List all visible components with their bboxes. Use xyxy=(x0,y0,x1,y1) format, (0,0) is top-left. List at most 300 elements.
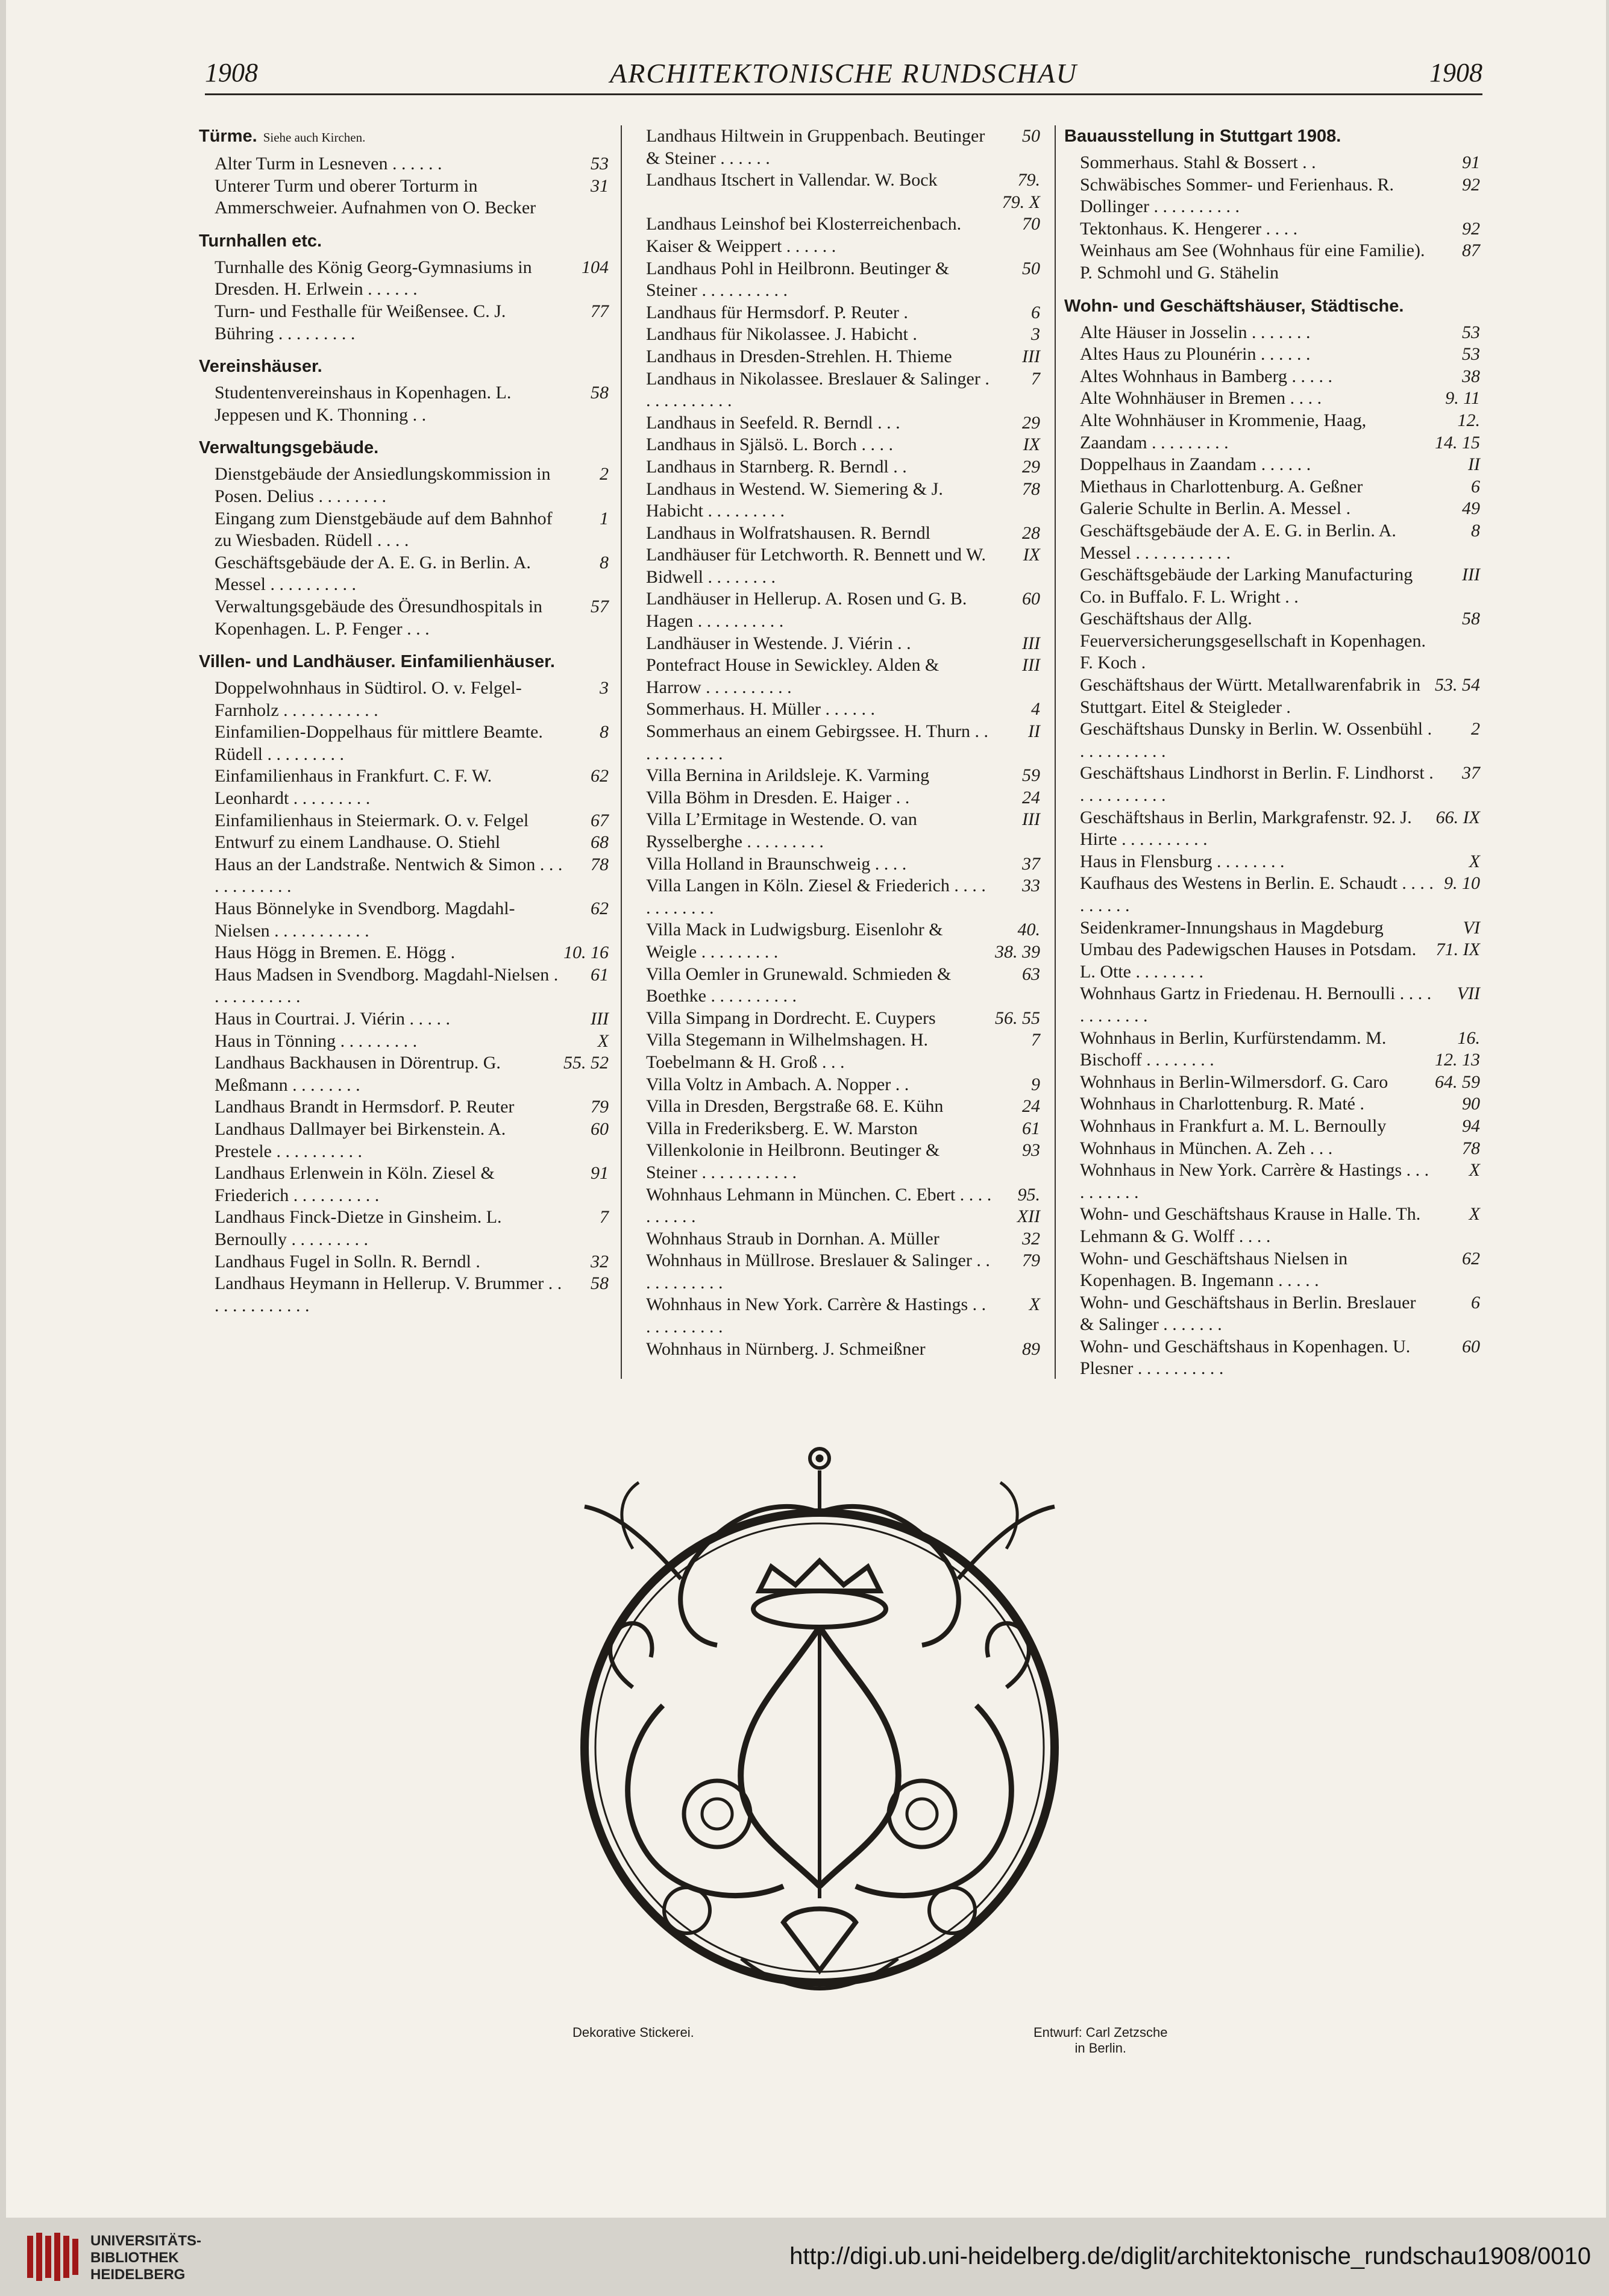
entry-page-number: 58 xyxy=(591,383,609,403)
entry-title: Wohnhaus Straub in Dornhan. A. Müller xyxy=(646,1228,939,1249)
index-entry xyxy=(199,596,609,640)
index-entry xyxy=(630,654,1040,698)
index-entry xyxy=(199,964,609,1008)
entry-title: Sommerhaus. H. Müller . . . . . . xyxy=(646,699,875,720)
entry-title: Landhaus in Seefeld. R. Berndl . . . xyxy=(646,412,900,433)
entry-page-number: 62 xyxy=(591,766,609,786)
entry-title: Turn- und Festhalle für Weißensee. C. J. Bühring . . . . . . . . . xyxy=(215,301,506,343)
index-entry xyxy=(1064,1027,1480,1071)
entry-title: Kaufhaus des Westens in Berlin. E. Schaudt . . . . . . . . . . xyxy=(1080,873,1434,915)
entry-page-number: 33 xyxy=(1022,876,1040,896)
index-entry xyxy=(1064,410,1480,454)
index-entry xyxy=(199,854,609,898)
index-entry xyxy=(1064,387,1480,410)
entry-page-number: III xyxy=(1022,346,1040,366)
entry-page-number: 61 xyxy=(591,964,609,985)
index-entry xyxy=(1064,454,1480,476)
index-entry xyxy=(630,1008,1040,1030)
index-entry xyxy=(199,810,609,832)
index-entry xyxy=(199,552,609,596)
index-entry xyxy=(199,175,609,219)
entry-page-number: 78 xyxy=(591,854,609,874)
entry-title: Tektonhaus. K. Hengerer . . . . xyxy=(1080,218,1298,239)
entry-title: Villa L’Ermitage in Westende. O. van Rysselberghe . . . . . . . . . xyxy=(646,809,917,852)
section-heading-text: Wohn- und Geschäftshäuser, Städtische. xyxy=(1064,296,1404,316)
index-entry xyxy=(630,875,1040,919)
entry-title: Villa Simpang in Dordrecht. E. Cuypers xyxy=(646,1008,936,1028)
entry-title: Eingang zum Dienstgebäude auf dem Bahnhof zu Wiesbaden. Rüdell . . . . xyxy=(215,508,553,551)
entry-title: Villa Stegemann in Wilhelmshagen. H. Toebelmann & H. Groß . . . xyxy=(646,1030,929,1072)
index-entry xyxy=(630,522,1040,545)
entry-page-number: 71. IX xyxy=(1435,939,1480,960)
entry-page-number: X xyxy=(597,1030,609,1051)
entry-page-number: 32 xyxy=(1022,1228,1040,1249)
entry-title: Landhaus Dallmayer bei Birkenstein. A. Prestele . . . . . . . . . . xyxy=(215,1118,506,1161)
entry-page-number: IX xyxy=(1023,434,1040,455)
index-entry xyxy=(630,964,1040,1008)
index-entry xyxy=(1064,873,1480,917)
entry-page-number: 3 xyxy=(600,678,609,698)
entry-page-number: III xyxy=(591,1009,609,1029)
index-entry xyxy=(1064,1071,1480,1094)
section-heading-text: Bauausstellung in Stuttgart 1908. xyxy=(1064,127,1341,146)
index-entry xyxy=(1064,983,1480,1027)
index-entry xyxy=(1064,520,1480,564)
entry-page-number: 53 xyxy=(591,154,609,174)
entry-title: Landhaus für Hermsdorf. P. Reuter . xyxy=(646,302,908,322)
index-entry xyxy=(630,809,1040,853)
index-entry xyxy=(199,1118,609,1162)
university-library-logo-icon xyxy=(24,2230,84,2284)
index-entry xyxy=(630,787,1040,809)
entry-title: Haus Högg in Bremen. E. Högg . xyxy=(215,943,456,963)
entry-page-number: 50 xyxy=(1022,126,1040,146)
entry-page-number: X xyxy=(1469,1204,1480,1225)
index-entry xyxy=(630,324,1040,346)
index-entry xyxy=(199,721,609,765)
entry-title: Studentenvereinshaus in Kopenhagen. L. Jeppesen und K. Thonning . . xyxy=(215,383,512,425)
entry-page-number: 56. 55 xyxy=(995,1008,1040,1028)
entry-title: Wohn- und Geschäftshaus in Berlin. Breslauer & Salinger . . . . . . . xyxy=(1080,1292,1416,1335)
designer-credit: Entwurf: Carl Zetzsche xyxy=(1033,2025,1168,2040)
index-entry xyxy=(630,213,1040,257)
entry-page-number: 64. 59 xyxy=(1435,1071,1480,1092)
entry-title: Landhaus in Starnberg. R. Berndl . . xyxy=(646,456,907,477)
index-entry xyxy=(1064,322,1480,344)
entry-title: Wohn- und Geschäftshaus Krause in Halle. Th. Lehmann & G. Wolff . . . . xyxy=(1080,1204,1421,1246)
entry-title: Landhaus in Nikolassee. Breslauer & Salinger . . . . . . . . . . . xyxy=(646,368,990,411)
entry-page-number: 79 xyxy=(1022,1250,1040,1271)
index-entry xyxy=(630,368,1040,412)
index-entry xyxy=(199,1008,609,1030)
page-header xyxy=(205,57,1482,95)
entry-title: Doppelwohnhaus in Südtirol. O. v. Felgel-Farnholz . . . . . . . . . . . xyxy=(215,678,522,720)
entry-page-number: 9. 10 xyxy=(1444,873,1480,894)
entry-page-number: 104 xyxy=(582,257,609,277)
entry-page-number: 6 xyxy=(1471,1292,1480,1313)
entry-page-number: 63 xyxy=(1022,964,1040,984)
entry-title: Landhaus in Wolfratshausen. R. Berndl xyxy=(646,522,930,543)
entry-page-number: VII xyxy=(1457,983,1480,1004)
entry-title: Haus an der Landstraße. Nentwich & Simon . . . . . . . . . . . . xyxy=(215,854,563,897)
entry-page-number: 60 xyxy=(591,1118,609,1139)
index-entry xyxy=(1064,218,1480,240)
entry-title: Alte Häuser in Josselin . . . . . . . xyxy=(1080,322,1311,342)
journal-title: ARCHITEKTONISCHE RUNDSCHAU xyxy=(610,58,1077,89)
entry-title: Wohnhaus in New York. Carrère & Hastings . . . . . . . . . . . xyxy=(646,1294,986,1337)
entry-page-number: 61 xyxy=(1022,1118,1040,1138)
index-entry xyxy=(630,434,1040,456)
entry-title: Villa Holland in Braunschweig . . . . xyxy=(646,853,907,874)
index-entry xyxy=(199,1273,609,1317)
entry-page-number: 58 xyxy=(1462,609,1480,629)
entry-page-number: 3 xyxy=(1031,324,1040,345)
index-entry xyxy=(630,765,1040,787)
entry-title: Wohnhaus Gartz in Friedenau. H. Bernoulli . . . . . . . . . . . . xyxy=(1080,983,1432,1026)
entry-title: Geschäftshaus der Württ. Metallwarenfabrik in Stuttgart. Eitel & Steigleder . xyxy=(1080,675,1421,717)
entry-title: Wohn- und Geschäftshaus Nielsen in Kopenhagen. B. Ingemann . . . . . xyxy=(1080,1248,1348,1291)
entry-title: Sommerhaus an einem Gebirgssee. H. Thurn . . . . . . . . . . . xyxy=(646,721,988,764)
index-entry xyxy=(1064,240,1480,284)
entry-page-number: 29 xyxy=(1022,412,1040,433)
entry-page-number: 28 xyxy=(1022,522,1040,543)
entry-title: Altes Haus zu Plounérin . . . . . . xyxy=(1080,344,1311,365)
index-entry xyxy=(1064,343,1480,366)
index-column-3 xyxy=(1064,125,1480,1380)
entry-title: Villa in Frederiksberg. E. W. Marston xyxy=(646,1118,918,1138)
entry-title: Villa Böhm in Dresden. E. Haiger . . xyxy=(646,787,910,808)
entry-title: Geschäftsgebäude der Larking Manufacturing Co. in Buffalo. F. L. Wright . . xyxy=(1080,565,1413,607)
entry-title: Wohnhaus in Berlin-Wilmersdorf. G. Caro xyxy=(1080,1071,1388,1092)
index-entry xyxy=(630,456,1040,478)
section-heading xyxy=(199,125,609,148)
section-heading xyxy=(199,437,609,459)
index-entry xyxy=(199,832,609,854)
index-entry xyxy=(630,1096,1040,1118)
entry-page-number: VI xyxy=(1463,917,1480,938)
index-entry xyxy=(630,1029,1040,1073)
entry-title: Landhaus Fugel in Solln. R. Berndl . xyxy=(215,1251,480,1272)
library-name-line-1: UNIVERSITÄTS- xyxy=(90,2233,202,2249)
entry-title: Landhaus Hiltwein in Gruppenbach. Beutinger & Steiner . . . . . . xyxy=(646,126,985,168)
index-entry xyxy=(1064,1115,1480,1138)
entry-page-number: 37 xyxy=(1022,853,1040,874)
index-entry xyxy=(1064,939,1480,983)
index-entry xyxy=(1064,1138,1480,1160)
entry-page-number: 6 xyxy=(1471,476,1480,497)
library-name-line-3: HEIDELBERG xyxy=(90,2266,186,2283)
entry-title: Landhaus für Nikolassee. J. Habicht . xyxy=(646,324,917,345)
entry-page-number: 92 xyxy=(1462,174,1480,195)
index-entry xyxy=(1064,152,1480,174)
entry-page-number: X xyxy=(1469,1160,1480,1181)
entry-page-number: 2 xyxy=(1471,719,1480,739)
header-year-left: 1908 xyxy=(205,58,258,87)
entry-title: Haus Bönnelyke in Svendborg. Magdahl-Nielsen . . . . . . . . . . . xyxy=(215,899,515,941)
entry-page-number: 67 xyxy=(591,810,609,830)
entry-page-number: 55. 52 xyxy=(563,1053,609,1073)
index-entry xyxy=(199,257,609,301)
entry-title: Miethaus in Charlottenburg. A. Geßner xyxy=(1080,476,1363,497)
index-entry xyxy=(630,302,1040,324)
entry-title: Alte Wohnhäuser in Krommenie, Haag, Zaandam . . . . . . . . . xyxy=(1080,410,1367,453)
entry-page-number: 91 xyxy=(1462,152,1480,172)
entry-title: Landhaus in Själsö. L. Borch . . . . xyxy=(646,434,893,455)
index-entry xyxy=(199,1162,609,1206)
embroidery-ornament xyxy=(542,1428,1097,2019)
entry-page-number: 50 xyxy=(1022,258,1040,278)
entry-title: Landhaus Backhausen in Dörentrup. G. Meßmann . . . . . . . . xyxy=(215,1053,501,1095)
index-entry xyxy=(630,346,1040,368)
entry-page-number: 79 xyxy=(591,1097,609,1117)
entry-title: Landhaus Leinshof bei Klosterreichenbach. Kaiser & Weippert . . . . . . xyxy=(646,214,962,256)
entry-page-number: 93 xyxy=(1022,1140,1040,1161)
index-entry xyxy=(630,1184,1040,1228)
entry-title: Wohnhaus in Berlin, Kurfürstendamm. M. Bischoff . . . . . . . . xyxy=(1080,1027,1387,1070)
entry-page-number: 9 xyxy=(1031,1074,1040,1094)
entry-title: Landhäuser für Letchworth. R. Bennett und W. Bidwell . . . . . . . . xyxy=(646,545,986,587)
section-heading xyxy=(199,356,609,377)
entry-title: Verwaltungsgebäude des Öresundhospitals in Kopenhagen. L. P. Fenger . . . xyxy=(215,596,543,639)
entry-title: Villa Langen in Köln. Ziesel & Friederich . . . . . . . . . . . . xyxy=(646,876,986,918)
entry-title: Landhäuser in Hellerup. A. Rosen und G. B. Hagen . . . . . . . . . . xyxy=(646,589,967,632)
entry-title: Altes Wohnhaus in Bamberg . . . . . xyxy=(1080,366,1332,386)
index-entry xyxy=(630,258,1040,302)
entry-title: Weinhaus am See (Wohnhaus für eine Familie). P. Schmohl und G. Stähelin xyxy=(1080,240,1425,283)
index-entry xyxy=(199,508,609,552)
section-heading-text: Villen- und Landhäuser. Einfamilienhäuser. xyxy=(199,652,555,672)
entry-title: Wohnhaus in Charlottenburg. R. Maté . xyxy=(1080,1094,1364,1114)
index-entry xyxy=(1064,608,1480,674)
index-entry xyxy=(199,1030,609,1053)
entry-page-number: III xyxy=(1022,655,1040,676)
entry-title: Doppelhaus in Zaandam . . . . . . xyxy=(1080,454,1311,475)
entry-page-number: III xyxy=(1022,633,1040,653)
entry-title: Wohnhaus in Müllrose. Breslauer & Salinger . . . . . . . . . . . xyxy=(646,1250,990,1293)
index-entry xyxy=(630,412,1040,434)
entry-page-number: 8 xyxy=(600,722,609,742)
entry-title: Sommerhaus. Stahl & Bossert . . xyxy=(1080,152,1316,172)
entry-page-number: 91 xyxy=(591,1163,609,1184)
index-entry xyxy=(630,544,1040,588)
entry-title: Geschäftshaus Lindhorst in Berlin. F. Lindhorst . . . . . . . . . . . xyxy=(1080,763,1434,806)
entry-title: Villa Voltz in Ambach. A. Nopper . . xyxy=(646,1074,909,1094)
entry-page-number: 12. 14. 15 xyxy=(1435,410,1480,453)
entry-title: Unterer Turm und oberer Torturm in Ammerschweier. Aufnahmen von O. Becker xyxy=(215,175,536,218)
entry-title: Haus in Flensburg . . . . . . . . xyxy=(1080,851,1285,871)
section-heading-text: Turnhallen etc. xyxy=(199,231,322,251)
section-heading xyxy=(1064,295,1480,317)
permalink-url[interactable]: http://digi.ub.uni-heidelberg.de/diglit/architektonische_rundschau1908/0010 xyxy=(789,2243,1591,2269)
entry-title: Landhäuser in Westende. J. Viérin . . xyxy=(646,633,911,653)
entry-page-number: 79. 79. X xyxy=(1002,170,1040,212)
entry-title: Villa in Dresden, Bergstraße 68. E. Kühn xyxy=(646,1096,944,1117)
entry-page-number: 92 xyxy=(1462,218,1480,239)
entry-page-number: 89 xyxy=(1022,1338,1040,1359)
section-heading-text: Verwaltungsgebäude. xyxy=(199,438,379,458)
entry-title: Haus in Courtrai. J. Viérin . . . . . xyxy=(215,1009,450,1029)
entry-title: Dienstgebäude der Ansiedlungskommission in Posen. Delius . . . . . . . . xyxy=(215,464,551,506)
entry-page-number: 49 xyxy=(1462,498,1480,519)
entry-page-number: 4 xyxy=(1031,699,1040,720)
index-entry xyxy=(630,698,1040,721)
index-entry xyxy=(199,153,609,175)
entry-page-number: 2 xyxy=(600,464,609,485)
entry-page-number: 8 xyxy=(1471,520,1480,541)
section-heading-text: Vereinshäuser. xyxy=(199,357,322,377)
entry-page-number: 68 xyxy=(591,832,609,853)
index-entry xyxy=(1064,476,1480,498)
entry-title: Landhaus Itschert in Vallendar. W. Bock xyxy=(646,170,938,190)
library-name xyxy=(90,2233,201,2283)
index-entry xyxy=(1064,718,1480,762)
entry-title: Haus in Tönning . . . . . . . . . xyxy=(215,1030,418,1051)
entry-page-number: 38 xyxy=(1462,366,1480,386)
entry-title: Geschäftshaus der Allg. Feuerversicherungsgesellschaft in Kopenhagen. F. Koch . xyxy=(1080,609,1426,673)
index-entry xyxy=(1064,1159,1480,1203)
entry-page-number: III xyxy=(1022,809,1040,830)
index-entry xyxy=(199,463,609,507)
entry-page-number: 1 xyxy=(600,508,609,529)
index-entry xyxy=(199,765,609,809)
entry-title: Landhaus Finck-Dietze in Ginsheim. L. Bernoully . . . . . . . . . xyxy=(215,1207,502,1249)
entry-page-number: 87 xyxy=(1462,240,1480,261)
entry-page-number: 7 xyxy=(600,1207,609,1228)
index-entry xyxy=(1064,1292,1480,1336)
index-entry xyxy=(630,1228,1040,1250)
entry-page-number: 58 xyxy=(591,1273,609,1294)
index-entry xyxy=(630,169,1040,213)
entry-title: Umbau des Padewigschen Hauses in Potsdam. L. Otte . . . . . . . . xyxy=(1080,939,1417,982)
entry-title: Einfamilienhaus in Steiermark. O. v. Felgel xyxy=(215,810,529,830)
index-entry xyxy=(1064,1248,1480,1292)
index-entry xyxy=(630,1074,1040,1096)
entry-page-number: IX xyxy=(1023,545,1040,565)
entry-title: Wohnhaus Lehmann in München. C. Ebert . . . . . . . . . . xyxy=(646,1184,992,1227)
entry-page-number: X xyxy=(1029,1294,1040,1315)
index-entry xyxy=(630,125,1040,169)
entry-page-number: II xyxy=(1028,721,1040,742)
section-heading-text: Türme. xyxy=(199,127,257,146)
entry-title: Seidenkramer-Innungshaus in Magdeburg xyxy=(1080,917,1384,938)
entry-page-number: 9. 11 xyxy=(1445,388,1480,409)
entry-page-number: 7 xyxy=(1031,1030,1040,1050)
entry-page-number: 24 xyxy=(1022,1096,1040,1117)
entry-page-number: 59 xyxy=(1022,765,1040,786)
entry-title: Landhaus in Dresden-Strehlen. H. Thieme xyxy=(646,346,952,366)
entry-page-number: X xyxy=(1469,851,1480,871)
index-entry xyxy=(1064,762,1480,806)
entry-page-number: 29 xyxy=(1022,456,1040,477)
entry-title: Haus Madsen in Svendborg. Magdahl-Nielsen . . . . . . . . . . . xyxy=(215,964,559,1007)
index-entry xyxy=(1064,174,1480,218)
entry-page-number: 37 xyxy=(1462,763,1480,783)
entry-page-number: 78 xyxy=(1022,478,1040,499)
index-entry xyxy=(630,721,1040,765)
index-entry xyxy=(199,1052,609,1096)
entry-title: Einfamilienhaus in Frankfurt. C. F. W. Leonhardt . . . . . . . . . xyxy=(215,766,492,809)
column-rule-2 xyxy=(1055,125,1056,1379)
entry-title: Geschäftsgebäude der A. E. G. in Berlin. A. Messel . . . . . . . . . . . xyxy=(1080,520,1396,563)
entry-page-number: 31 xyxy=(591,175,609,196)
entry-title: Wohnhaus in New York. Carrère & Hastings . . . . . . . . . . xyxy=(1080,1160,1429,1202)
index-entry xyxy=(199,301,609,345)
entry-page-number: 77 xyxy=(591,301,609,321)
entry-title: Entwurf zu einem Landhause. O. Stiehl xyxy=(215,832,501,853)
index-entry xyxy=(630,1250,1040,1294)
entry-page-number: 78 xyxy=(1462,1138,1480,1158)
entry-title: Einfamilien-Doppelhaus für mittlere Beamte. Rüdell . . . . . . . . . xyxy=(215,722,543,764)
entry-page-number: 53. 54 xyxy=(1435,675,1480,695)
entry-page-number: II xyxy=(1468,454,1480,475)
entry-page-number: 53 xyxy=(1462,322,1480,342)
entry-title: Landhaus Pohl in Heilbronn. Beutinger & Steiner . . . . . . . . . . xyxy=(646,258,950,301)
entry-title: Pontefract House in Sewickley. Alden & Harrow . . . . . . . . . . xyxy=(646,655,939,697)
index-entry xyxy=(1064,1336,1480,1380)
entry-title: Villa Bernina in Arildsleje. K. Varming xyxy=(646,765,930,786)
entry-page-number: 95. XII xyxy=(1017,1184,1040,1227)
entry-page-number: III xyxy=(1462,565,1480,585)
index-entry xyxy=(1064,1203,1480,1247)
index-entry xyxy=(1064,564,1480,608)
entry-page-number: 57 xyxy=(591,596,609,616)
entry-page-number: 62 xyxy=(591,899,609,919)
entry-title: Geschäftshaus in Berlin, Markgrafenstr. 92. J. Hirte . . . . . . . . . . xyxy=(1080,807,1412,850)
index-column-2 xyxy=(630,125,1040,1360)
library-name-line-2: BIBLIOTHEK xyxy=(90,2250,179,2266)
entry-title: Landhaus Erlenwein in Köln. Ziesel & Friederich . . . . . . . . . . xyxy=(215,1163,495,1205)
index-entry xyxy=(630,1294,1040,1338)
entry-title: Wohnhaus in Frankfurt a. M. L. Bernoully xyxy=(1080,1115,1387,1136)
index-entry xyxy=(1064,1093,1480,1115)
entry-page-number: 8 xyxy=(600,552,609,572)
designer-city: in Berlin. xyxy=(1074,2040,1127,2056)
index-entry xyxy=(630,478,1040,522)
index-entry xyxy=(199,942,609,964)
index-entry xyxy=(199,1251,609,1273)
entry-page-number: 66. IX xyxy=(1435,807,1480,827)
entry-page-number: 94 xyxy=(1462,1115,1480,1136)
entry-page-number: 32 xyxy=(591,1251,609,1272)
entry-page-number: 16. 12. 13 xyxy=(1435,1027,1480,1070)
entry-title: Schwäbisches Sommer- und Ferienhaus. R. Dollinger . . . . . . . . . . xyxy=(1080,174,1394,217)
entry-page-number: 90 xyxy=(1462,1094,1480,1114)
section-heading xyxy=(199,230,609,252)
entry-page-number: 70 xyxy=(1022,214,1040,234)
entry-title: Turnhalle des König Georg-Gymnasiums in Dresden. H. Erlwein . . . . . . xyxy=(215,257,532,300)
entry-title: Wohnhaus in Nürnberg. J. Schmeißner xyxy=(646,1338,926,1359)
header-year-right: 1908 xyxy=(1429,58,1482,87)
entry-page-number: 24 xyxy=(1022,787,1040,808)
figure-caption-left: Dekorative Stickerei. xyxy=(572,2025,694,2040)
entry-title: Geschäftsgebäude der A. E. G. in Berlin. A. Messel . . . . . . . . . . xyxy=(215,552,531,595)
entry-page-number: 60 xyxy=(1022,589,1040,609)
section-note: Siehe auch Kirchen. xyxy=(263,130,366,145)
entry-title: Galerie Schulte in Berlin. A. Messel . xyxy=(1080,498,1351,519)
entry-title: Geschäftshaus Dunsky in Berlin. W. Ossenbühl . . . . . . . . . . . xyxy=(1080,719,1432,761)
entry-page-number: 60 xyxy=(1462,1336,1480,1357)
entry-title: Wohnhaus in München. A. Zeh . . . xyxy=(1080,1138,1333,1158)
index-entry xyxy=(630,853,1040,876)
index-entry xyxy=(630,1140,1040,1184)
index-entry xyxy=(1064,366,1480,388)
index-entry xyxy=(1064,498,1480,520)
index-entry xyxy=(630,633,1040,655)
column-rule-1 xyxy=(621,125,622,1379)
entry-title: Villenkolonie in Heilbronn. Beutinger & Steiner . . . . . . . . . . . xyxy=(646,1140,940,1182)
entry-title: Villa Oemler in Grunewald. Schmieden & Boethke . . . . . . . . . . xyxy=(646,964,952,1006)
index-entry xyxy=(1064,807,1480,851)
